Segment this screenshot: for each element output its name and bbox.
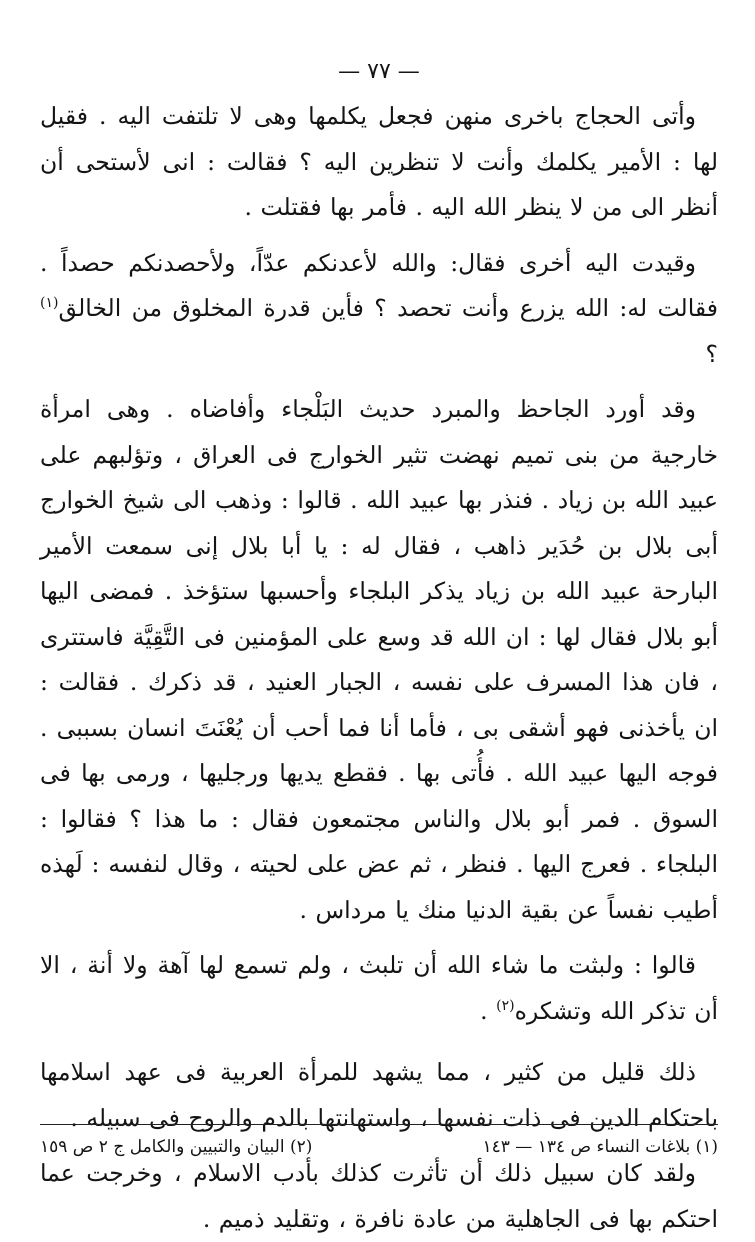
paragraph-harvest: [40, 241, 718, 378]
paragraph-tail: ؟: [705, 339, 718, 368]
paragraph-text: ذلك قليل من كثير ، مما يشهد للمرأة العربية فى عهد اسلامها باحتكام الدين فى ذات نفسها ، واستهانتها بالدم والروح فى سبيله .: [40, 1058, 718, 1132]
paragraph-tail: .: [480, 996, 497, 1025]
footnote-marker: (٢): [496, 997, 515, 1014]
footnotes: [40, 1132, 718, 1162]
paragraph-hajjaj: [40, 94, 718, 231]
paragraph-text: وقيدت اليه أخرى فقال: والله لأعدنكم عدّاً، ولأحصدنكم حصداً . فقالت له: الله يزرع وأنت تحصد ؟ فأين قدرة المخلوق من الخالق: [40, 248, 718, 322]
footnote-2: (٢) البيان والتبيين والكامل ج ٢ ص ١٥٩: [40, 1137, 313, 1157]
book-page: [40, 52, 718, 1242]
paragraph-summary: [40, 1050, 718, 1141]
paragraph-baljaa: [40, 387, 718, 933]
footnote-marker: (١): [40, 295, 59, 312]
paragraph-text: وأتى الحجاج باخرى منهن فجعل يكلمها وهى لا تلتفت اليه . فقيل لها : الأمير يكلمك وأنت لا تنظرين اليه ؟ فقالت : انى لأستحى أن أنظر الى من لا ينظر الله اليه . فأمر بها فقتلت .: [40, 102, 718, 221]
paragraph-text: قالوا : ولبثت ما شاء الله أن تلبث ، ولم تسمع لها آهة ولا أنة ، الا أن تذكر الله وتشكره: [40, 951, 718, 1025]
paragraph-conclusion: [40, 1151, 718, 1242]
footnote-divider: [40, 1124, 718, 1125]
body-text: [40, 94, 718, 1242]
footnote-1: (١) بلاغات النساء ص ١٣٤ — ١٤٣: [482, 1137, 718, 1157]
page-number: — ٧٧ —: [338, 59, 420, 84]
paragraph-patience: [40, 943, 718, 1034]
paragraph-text: وقد أورد الجاحظ والمبرد حديث البَلْجاء وأفاضاه . وهى امرأة خارجية من بنى تميم نهضت تثير الخوارج فى العراق ، وتؤلبهم على عبيد الله بن زياد . فنذر بها عبيد الله . قالوا : وذهب الى شيخ الخوارج أبى بلال بن حُدَير ذاهب ، فقال له : يا أبا بلال إنى سمعت الأمير البارحة عبيد الله بن زياد يذكر البلجاء وأحسبها ستؤخذ . فمضى اليها أبو بلال فقال لها : ان الله قد وسع على المؤمنين فى التَّقِيَّة فاستترى ، فان هذا المسرف على نفسه ، الجبار العنيد ، قد ذكرك . فقالت : ان يأخذنى فهو أشقى بى ، فأما أنا فما أحب أن يُعْنَتَ انسان بسببى . فوجه اليها عبيد الله . فأُتى بها . فقطع يديها ورجليها ، ورمى بها فى السوق . فمر أبو بلال والناس مجتمعون فقال : ما هذا ؟ فقالوا : البلجاء . فعرج اليها . فنظر ، ثم عض على لحيته ، وقال لنفسه : لَهذه أطيب نفساً عن بقية الدنيا منك يا مرداس .: [40, 395, 718, 924]
paragraph-text: ولقد كان سبيل ذلك أن تأثرت كذلك بأدب الاسلام ، وخرجت عما احتكم بها فى الجاهلية من عادة نافرة ، وتقليد ذميم .: [40, 1159, 718, 1233]
